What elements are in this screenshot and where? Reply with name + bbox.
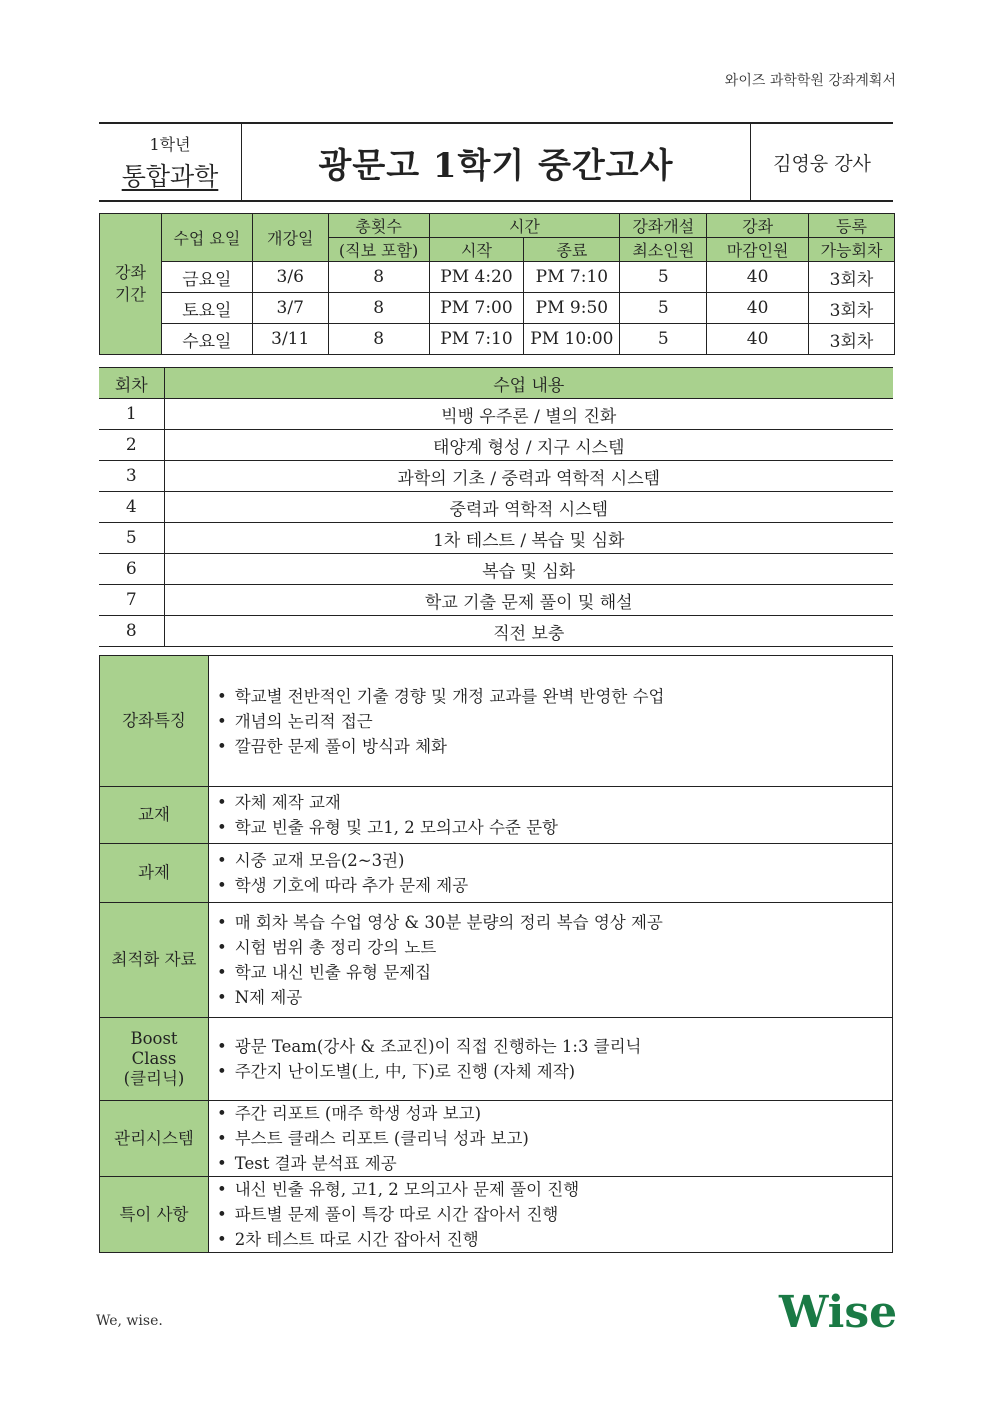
header-session-number: 회차 [99,368,164,399]
header-start-date: 개강일 [252,214,328,262]
max-cell: 40 [707,293,809,324]
start-date-cell: 3/11 [252,324,328,355]
session-row [99,585,893,616]
teacher-name: 김영웅 강사 [773,152,871,175]
feature-label: 특이 사항 [100,1177,209,1253]
wise-logo [777,1287,897,1335]
feature-row [100,844,893,903]
feature-row [100,656,893,787]
header-time-end: 종료 [524,238,620,262]
session-content: 학교 기출 문제 풀이 및 해설 [164,585,893,616]
session-content: 과학의 기초 / 중력과 역학적 시스템 [164,461,893,492]
period-label: 강좌 기간 [100,214,162,355]
feature-item: • 학교 내신 빈출 유형 문제집 [217,960,892,985]
feature-item: • 자체 제작 교재 [217,790,892,815]
header-max-students: 강좌 [707,214,809,238]
feature-item: • 2차 테스트 따로 시간 잡아서 진행 [217,1227,892,1252]
feature-item: • 주간지 난이도별(上, 中, 下)로 진행 (자체 제작) [217,1059,892,1084]
feature-label: Boost Class (클리닉) [100,1018,209,1101]
document-header [99,122,893,202]
session-number: 4 [99,492,164,523]
time-start-cell: PM 7:00 [429,293,524,324]
feature-item: • 깔끔한 문제 풀이 방식과 체화 [217,734,892,759]
session-number: 2 [99,430,164,461]
feature-item: • 학생 기호에 따라 추가 문제 제공 [217,873,892,898]
feature-item: • 매 회차 복습 수업 영상 & 30분 분량의 정리 복습 영상 제공 [217,910,892,935]
schedule-row [100,324,895,355]
document-caption: 와이즈 과학학원 강좌계획서 [724,73,896,89]
schedule-row [100,262,895,293]
session-content: 직전 보충 [164,616,893,647]
header-registration: 등록 [809,214,895,238]
session-row [99,616,893,647]
footer-slogan: We, wise. [96,1313,163,1329]
session-row [99,554,893,585]
start-date-cell: 3/6 [252,262,328,293]
feature-body [209,656,893,787]
session-content: 1차 테스트 / 복습 및 심화 [164,523,893,554]
subject-cell [99,124,242,200]
day-cell: 수요일 [161,324,252,355]
time-start-cell: PM 4:20 [429,262,524,293]
session-number: 7 [99,585,164,616]
session-row [99,430,893,461]
session-content: 태양계 형성 / 지구 시스템 [164,430,893,461]
max-cell: 40 [707,324,809,355]
feature-body [209,1177,893,1253]
day-cell: 금요일 [161,262,252,293]
header-max-students-2: 마감인원 [707,238,809,262]
feature-item: • 개념의 논리적 접근 [217,709,892,734]
feature-row [100,1101,893,1177]
schedule-table [99,213,895,355]
header-time-start: 시작 [429,238,524,262]
header-total-sessions-note: (직보 포함) [328,238,429,262]
count-cell: 8 [328,293,429,324]
registration-cell: 3회차 [809,324,895,355]
count-cell: 8 [328,262,429,293]
min-cell: 5 [620,324,707,355]
feature-body [209,844,893,903]
feature-body [209,1101,893,1177]
session-content: 중력과 역학적 시스템 [164,492,893,523]
session-number: 8 [99,616,164,647]
feature-item: • 학교 빈출 유형 및 고1, 2 모의고사 수준 문항 [217,815,892,840]
feature-label: 관리시스템 [100,1101,209,1177]
feature-label: 강좌특징 [100,656,209,787]
feature-item: • 주간 리포트 (매주 학생 성과 보고) [217,1101,892,1126]
subject-label: 통합과학 [121,161,219,191]
feature-item: • 시험 범위 총 정리 강의 노트 [217,935,892,960]
session-number: 1 [99,399,164,430]
registration-cell: 3회차 [809,293,895,324]
feature-row [100,1177,893,1253]
header-min-students-2: 최소인원 [620,238,707,262]
header-registration-2: 가능회차 [809,238,895,262]
feature-body [209,903,893,1018]
session-number: 3 [99,461,164,492]
feature-item: • 학교별 전반적인 기출 경향 및 개정 교과를 완벽 반영한 수업 [217,684,892,709]
schedule-row [100,293,895,324]
time-end-cell: PM 7:10 [524,262,620,293]
course-features-table [99,655,893,1253]
session-content: 복습 및 심화 [164,554,893,585]
session-row [99,492,893,523]
feature-item: • Test 결과 분석표 제공 [217,1151,892,1176]
header-day: 수업 요일 [161,214,252,262]
feature-item: • 파트별 문제 풀이 특강 따로 시간 잡아서 진행 [217,1202,892,1227]
feature-label: 최적화 자료 [100,903,209,1018]
page-title: 광문고 1학기 중간고사 [242,124,751,200]
feature-item: • 시중 교재 모음(2~3권) [217,848,892,873]
min-cell: 5 [620,262,707,293]
time-end-cell: PM 10:00 [524,324,620,355]
session-content: 빅뱅 우주론 / 별의 진화 [164,399,893,430]
min-cell: 5 [620,293,707,324]
time-start-cell: PM 7:10 [429,324,524,355]
max-cell: 40 [707,262,809,293]
feature-body [209,787,893,844]
header-time: 시간 [429,214,620,238]
count-cell: 8 [328,324,429,355]
session-row [99,461,893,492]
registration-cell: 3회차 [809,262,895,293]
day-cell: 토요일 [161,293,252,324]
start-date-cell: 3/7 [252,293,328,324]
header-session-content: 수업 내용 [164,368,893,399]
header-total-sessions: 총횟수 [328,214,429,238]
session-row [99,399,893,430]
wise-logo-text: Wise [779,1287,897,1335]
feature-item: • 부스트 클래스 리포트 (클리닉 성과 보고) [217,1126,892,1151]
feature-label: 교재 [100,787,209,844]
grade-label: 1학년 [149,134,191,154]
feature-row [100,787,893,844]
sessions-table [99,367,893,647]
session-number: 5 [99,523,164,554]
feature-item: • 광문 Team(강사 & 조교진)이 직접 진행하는 1:3 클리닉 [217,1034,892,1059]
session-row [99,523,893,554]
feature-row [100,1018,893,1101]
feature-body [209,1018,893,1101]
feature-item: • N제 제공 [217,985,892,1010]
session-number: 6 [99,554,164,585]
time-end-cell: PM 9:50 [524,293,620,324]
header-min-students: 강좌개설 [620,214,707,238]
feature-item: • 내신 빈출 유형, 고1, 2 모의고사 문제 풀이 진행 [217,1177,892,1202]
feature-label: 과제 [100,844,209,903]
feature-row [100,903,893,1018]
